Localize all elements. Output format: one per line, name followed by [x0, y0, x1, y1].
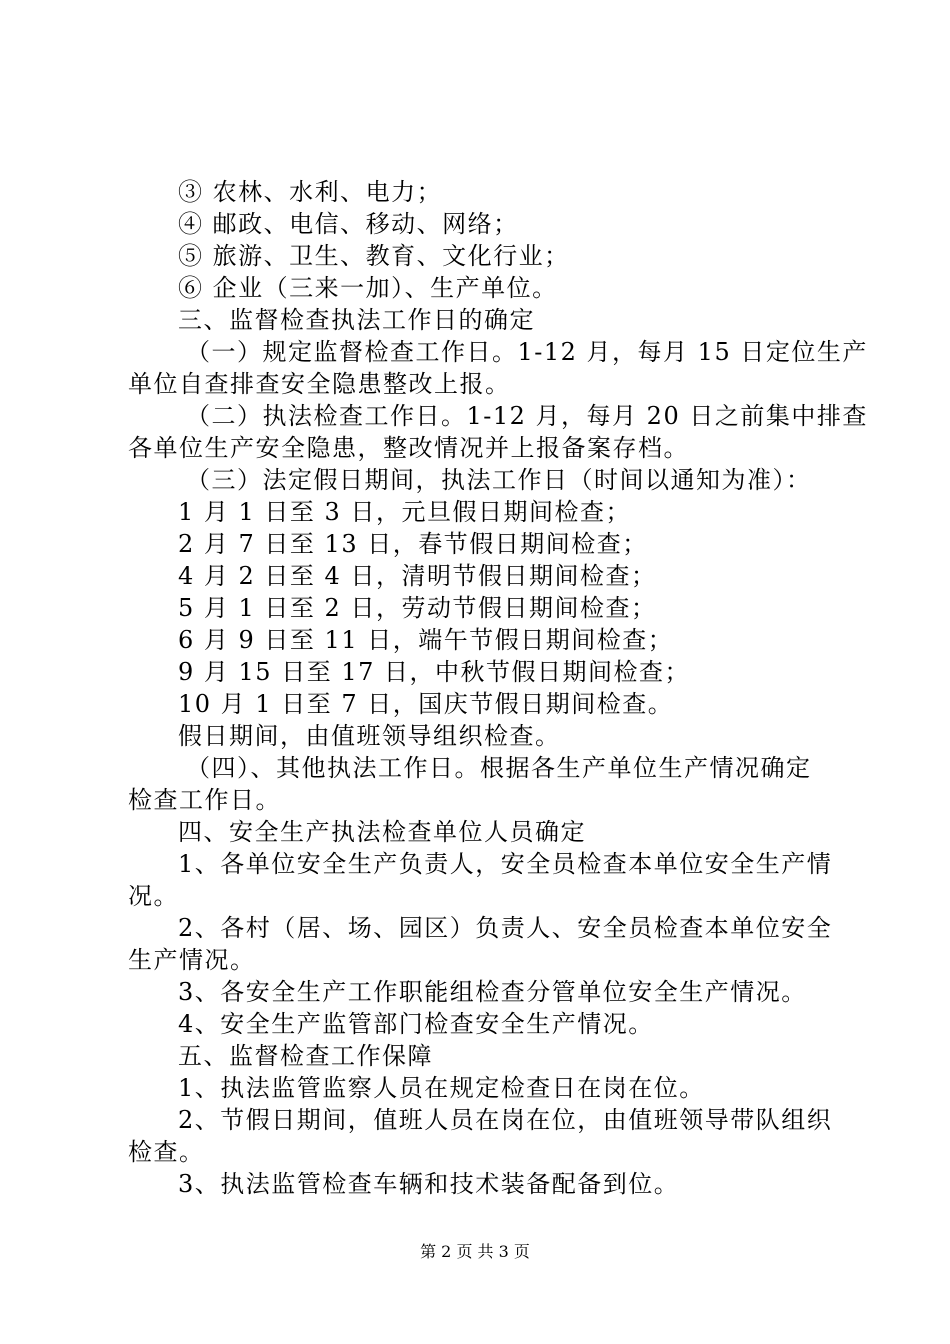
text-line: 单位自查排查安全隐患整改上报。 [128, 370, 511, 398]
text-line: 假日期间，由值班领导组织检查。 [178, 722, 561, 750]
text-line: 1、各单位安全生产负责人，安全员检查本单位安全生产情 [178, 850, 833, 878]
text-line: （三）法定假日期间，执法工作日（时间以通知为准）： [186, 466, 812, 494]
text-line: 1 月 1 日至 3 日，元旦假日期间检查； [178, 498, 631, 526]
text-line: ⑤ 旅游、卫生、教育、文化行业； [178, 242, 570, 270]
text-line: （四）、其他执法工作日。根据各生产单位生产情况确定 [186, 754, 812, 782]
text-line: 2 月 7 日至 13 日，春节假日期间检查； [178, 530, 648, 558]
text-line: 各单位生产安全隐患，整改情况并上报备案存档。 [128, 434, 689, 462]
text-line: （二）执法检查工作日。1-12 月，每月 20 日之前集中排查 [186, 402, 868, 430]
text-line: 2、各村（居、场、园区）负责人、安全员检查本单位安全 [178, 914, 833, 942]
page-footer: 第 2 页 共 3 页 [420, 1242, 530, 1261]
text-line: 4 月 2 日至 4 日，清明节假日期间检查； [178, 562, 657, 590]
text-line: ④ 邮政、电信、移动、网络； [178, 210, 519, 238]
text-line: 10 月 1 日至 7 日，国庆节假日期间检查。 [178, 690, 674, 718]
text-line: 9 月 15 日至 17 日，中秋节假日期间检查； [178, 658, 690, 686]
text-line: 6 月 9 日至 11 日，端午节假日期间检查； [178, 626, 674, 654]
text-line: ③ 农林、水利、电力； [178, 178, 443, 206]
section-heading: 三、监督检查执法工作日的确定 [178, 306, 535, 334]
text-line: （一）规定监督检查工作日。1-12 月，每月 15 日定位生产 [186, 338, 868, 366]
text-line: ⑥ 企业（三来一加）、生产单位。 [178, 274, 558, 302]
text-line: 2、节假日期间，值班人员在岗在位，由值班领导带队组织 [178, 1106, 833, 1134]
text-line: 检查工作日。 [128, 786, 281, 814]
text-line: 4、安全生产监管部门检查安全生产情况。 [178, 1010, 654, 1038]
text-line: 况。 [128, 882, 179, 910]
text-line: 5 月 1 日至 2 日，劳动节假日期间检查； [178, 594, 657, 622]
text-line: 检查。 [128, 1138, 205, 1166]
text-line: 1、执法监管监察人员在规定检查日在岗在位。 [178, 1074, 705, 1102]
section-heading: 四、安全生产执法检查单位人员确定 [178, 818, 586, 846]
text-line: 生产情况。 [128, 946, 256, 974]
section-heading: 五、监督检查工作保障 [178, 1042, 433, 1070]
text-line: 3、执法监管检查车辆和技术装备配备到位。 [178, 1170, 680, 1198]
text-line: 3、各安全生产工作职能组检查分管单位安全生产情况。 [178, 978, 807, 1006]
